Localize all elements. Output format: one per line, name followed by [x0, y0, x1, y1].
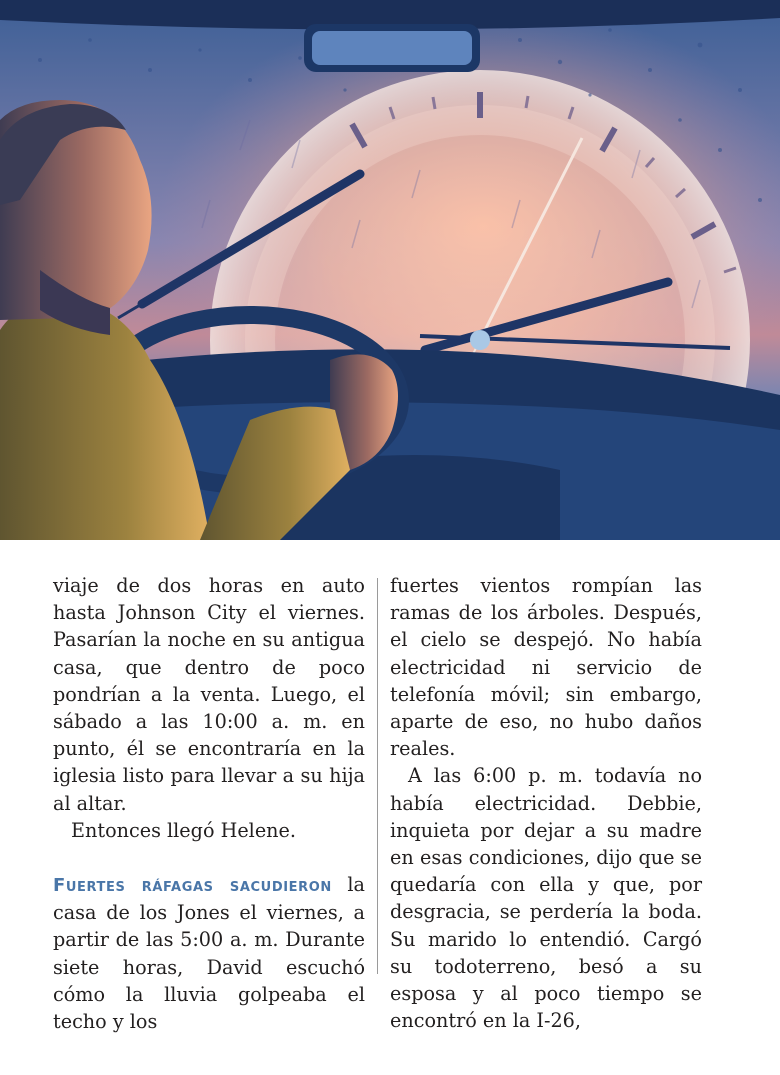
paragraph-text: la casa de los Jones el viernes, a partir de las 5:00 a. m. Durante siete horas, David escuchó cómo la lluvia golpeaba el techo y los: [53, 873, 365, 1034]
column-right: [390, 572, 702, 1034]
section-spacer: [53, 844, 365, 871]
paragraph: [53, 871, 365, 1035]
column-divider: [377, 578, 378, 974]
paragraph: Entonces llegó Helene.: [71, 818, 296, 842]
article-body: [53, 572, 730, 1034]
paragraph: viaje de dos horas en auto hasta Johnson City el viernes. Pasarían la noche en su antigua casa, que dentro de poco pondrían a la venta. Luego, el sábado a las 10:00 a. m. en punto, él se encontraría en la iglesia listo para llevar a su hija al altar.: [53, 574, 365, 815]
paragraph: fuertes vientos rompían las ramas de los árboles. Después, el cielo se despejó. No había electricidad ni servicio de telefonía móvil; sin embargo, aparte de eso, no hubo daños reales.: [390, 574, 702, 761]
section-lead-in: Fuertes ráfagas sacudieron: [53, 875, 332, 897]
paragraph: A las 6:00 p. m. todavía no había electricidad. Debbie, inquieta por dejar a su madre en esas condiciones, dijo que se quedaría con ella y que, por desgracia, se perdería la boda. Su marido lo entendió. Cargó su todoterreno, besó a su esposa y al poco tiempo se encontró en la I‑26,: [390, 764, 702, 1033]
column-left: [53, 572, 365, 1035]
